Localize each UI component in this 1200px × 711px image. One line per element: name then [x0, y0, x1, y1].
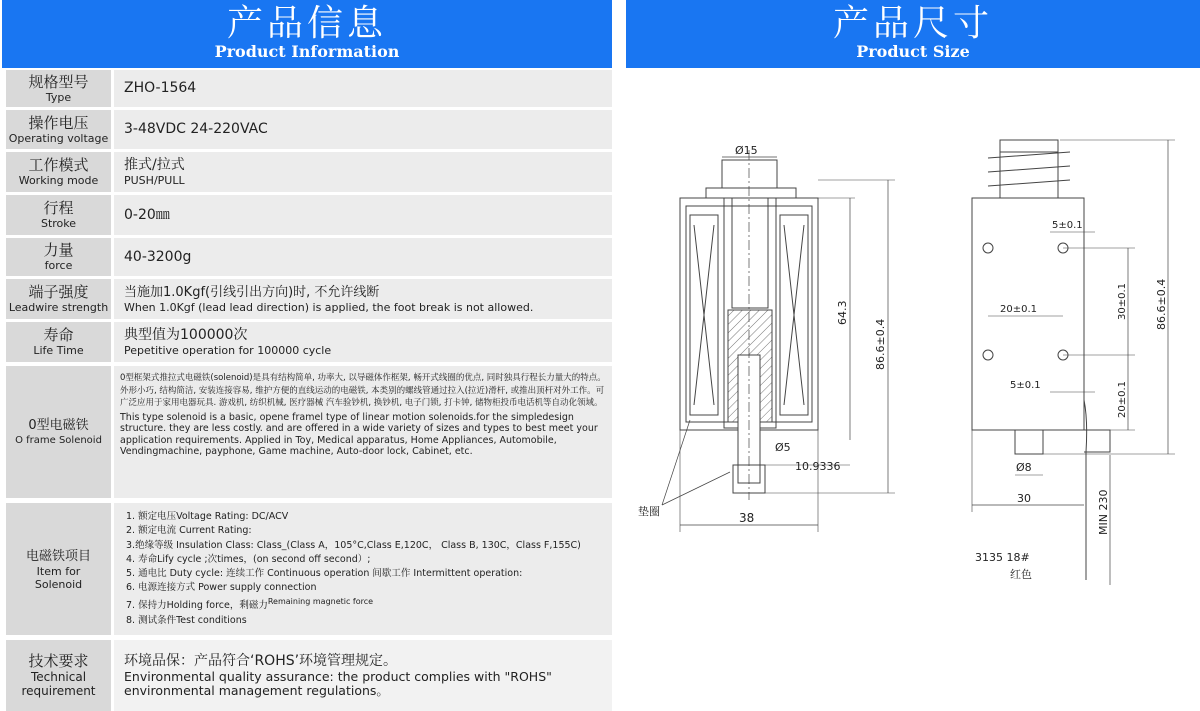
spec-value [114, 195, 612, 235]
value-subtext: Pepetitive operation for 100000 cycle [124, 344, 332, 357]
label-en: Item for Solenoid [34, 564, 83, 591]
value-text: 3-48VDC 24-220VAC [124, 121, 268, 137]
value-text: 0-20㎜ [124, 206, 170, 223]
label-en: Technical requirement [21, 670, 96, 698]
spec-value [114, 279, 612, 319]
spec-label [6, 503, 111, 635]
spec-value [114, 70, 612, 107]
spring-coils [988, 150, 1070, 198]
banner-subtitle: Product Information [214, 42, 400, 61]
top-plate [706, 188, 796, 198]
spec-value [114, 238, 612, 276]
description-zh: 0型框架式推拉式电磁铁(solenoid)是具有结构简单, 功率大, 以导磁体作框架, 畅开式线圈的优点, 同时独具行程长力量大的特点。 外形小巧, 结构简洁, 安装连接容易, 维护方便的直线运动的电磁铁, 本类别的螺线管通过拉入(拉近)滑杆, 或推出顶杆对外工作。可广泛应用于家用电器玩具. 游戏机, 纺织机械, 医疗器械 汽车验钞机, 换钞机, 电子门锁, 打卡钟, 储物柜投币电话机等自动化领域。 [120, 373, 606, 408]
label-en: O frame Solenoid [15, 435, 102, 446]
spring-cap [1000, 140, 1058, 152]
leader-line [662, 420, 690, 505]
spec-value [114, 110, 612, 149]
label-en: Leadwire strength [8, 301, 109, 314]
item-line: 3.绝缘等级 Insulation Class: Class_(Class A，105°C,Class E,120C， Class B, 130C，Class F,155C) [126, 539, 581, 551]
dim-86-6-right: 86.6±0.4 [1155, 278, 1168, 330]
spec-row-mode [6, 152, 612, 192]
item-line: 2. 额定电流 Current Rating: [126, 525, 252, 537]
spec-value [114, 322, 612, 362]
spec-row-type [6, 70, 612, 107]
spec-value [114, 640, 612, 711]
label-en: Type [45, 90, 72, 104]
label-en: Working mode [18, 174, 99, 187]
side-view [972, 140, 1175, 585]
label-zh: 操作电压 [28, 113, 89, 132]
item-line-sup: Remaining magnetic force [267, 597, 374, 607]
coil-left-cross [694, 225, 714, 405]
wire-spec: 3135 18# [975, 551, 1030, 564]
dim-d8: Ø8 [1016, 461, 1032, 474]
spec-label [6, 366, 111, 498]
value-text: ZHO-1564 [124, 80, 197, 96]
dim-64-3: 64.3 [836, 300, 849, 325]
product-information-banner [2, 0, 612, 68]
o-frame-row [6, 366, 612, 498]
spec-label [6, 152, 111, 192]
spec-value [114, 503, 612, 635]
dim-86-6-left: 86.6±0.4 [874, 318, 887, 370]
dim-d15: Ø15 [735, 144, 758, 157]
label-zh: 电磁铁项目 [25, 548, 91, 564]
dim-10-9336: 10.9336 [795, 460, 841, 473]
banner-title: 产品信息 [226, 3, 387, 44]
item-line: 1. 额定电压Voltage Rating: DC/ACV [126, 511, 289, 523]
label-zh: 力量 [43, 241, 74, 259]
value-subtext: When 1.0Kgf (lead lead direction) is applied, the foot break is not allowed. [124, 301, 534, 314]
washer-label: 垫圈 [638, 505, 660, 518]
spec-label [6, 110, 111, 149]
dim-30: 30 [1017, 492, 1031, 505]
spec-label [6, 322, 111, 362]
value-subtext: Environmental quality assurance: the product complies with "ROHS" environmental management regulations。 [124, 669, 552, 698]
dim-5-a: 5±0.1 [1052, 220, 1083, 231]
product-size-banner [626, 0, 1200, 68]
value-text: 推式/拉式 [124, 157, 185, 173]
banner-subtitle: Product Size [856, 42, 970, 61]
spec-label [6, 70, 111, 107]
item-line [126, 595, 612, 613]
plunger-head [722, 160, 777, 188]
label-zh: 寿命 [43, 326, 74, 344]
item-line: 4. 寿命Lify cycle ;次times，(on second off second）; [126, 553, 371, 565]
rod-stub [1015, 430, 1043, 454]
spec-label [6, 640, 111, 711]
wire-color: 红色 [1010, 568, 1032, 581]
coil-right-cross [784, 225, 804, 405]
label-zh: 规格型号 [28, 72, 89, 91]
label-zh: 技术要求 [28, 652, 89, 670]
value-text: 典型值为100000次 [124, 327, 248, 343]
banner-title: 产品尺寸 [832, 3, 993, 44]
spec-row-leadwire [6, 279, 612, 319]
spec-value [114, 152, 612, 192]
description-en: This type solenoid is a basic, opene framel type of linear motion solenoids.for the simpledesign structure. they are less costly. and are offered in a wide variety of sizes and types to best meet your application requirements. Applied in Toy, Medical apparatus, Home Appliances, Automobile, Vendingmachine, payphone, Game machine, Auto-door lock, Cabinet, etc. [120, 411, 598, 457]
value-subtext: PUSH/PULL [124, 174, 185, 187]
item-line: 6. 电源连接方式 Power supply connection [126, 582, 317, 594]
label-zh: 0型电磁铁 [28, 418, 89, 433]
spec-value [114, 366, 612, 498]
bracket [1084, 430, 1110, 452]
solenoid-dimension-drawing [626, 68, 1200, 711]
label-zh: 端子强度 [28, 283, 89, 301]
value-text: 环境品保：产品符合‘ROHS’环境管理规定。 [124, 653, 398, 669]
dim-min-230: MIN 230 [1097, 489, 1110, 535]
label-en: force [44, 259, 73, 272]
item-line-text: 7. 保持力Holding force，剩磁力 [126, 600, 268, 612]
spec-label [6, 238, 111, 276]
label-en: Life Time [33, 344, 84, 357]
items-row [6, 503, 612, 635]
spec-label [6, 195, 111, 235]
spec-row-voltage [6, 110, 612, 149]
item-line: 8. 测试条件Test conditions [126, 614, 247, 626]
dim-20-v: 20±0.1 [1117, 380, 1128, 418]
value-text: 当施加1.0Kgf(引线引出方向)时, 不允许线断 [124, 285, 380, 300]
dim-5-b: 5±0.1 [1010, 380, 1041, 391]
dim-d5: Ø5 [775, 441, 791, 454]
spec-row-force [6, 238, 612, 276]
label-zh: 工作模式 [28, 156, 89, 174]
spec-label [6, 279, 111, 319]
spec-row-lifetime [6, 322, 612, 362]
dim-30-v: 30±0.1 [1117, 282, 1128, 320]
value-text: 40-3200g [124, 248, 192, 265]
mount-hole [983, 350, 993, 360]
dim-20-a: 20±0.1 [1000, 304, 1038, 315]
label-en: Stroke [40, 217, 77, 230]
front-section-view [662, 150, 895, 532]
mount-hole [983, 243, 993, 253]
label-zh: 行程 [43, 199, 74, 217]
item-line: 5. 通电比 Duty cycle: 连续工作 Continuous operation 间歇工作 Intermittent operation: [126, 567, 523, 579]
plunger [732, 198, 768, 308]
tech-row [6, 640, 612, 711]
leader-line [662, 472, 730, 505]
spec-row-stroke [6, 195, 612, 235]
dim-38: 38 [739, 511, 755, 525]
label-en: Operating voltage [8, 131, 109, 145]
